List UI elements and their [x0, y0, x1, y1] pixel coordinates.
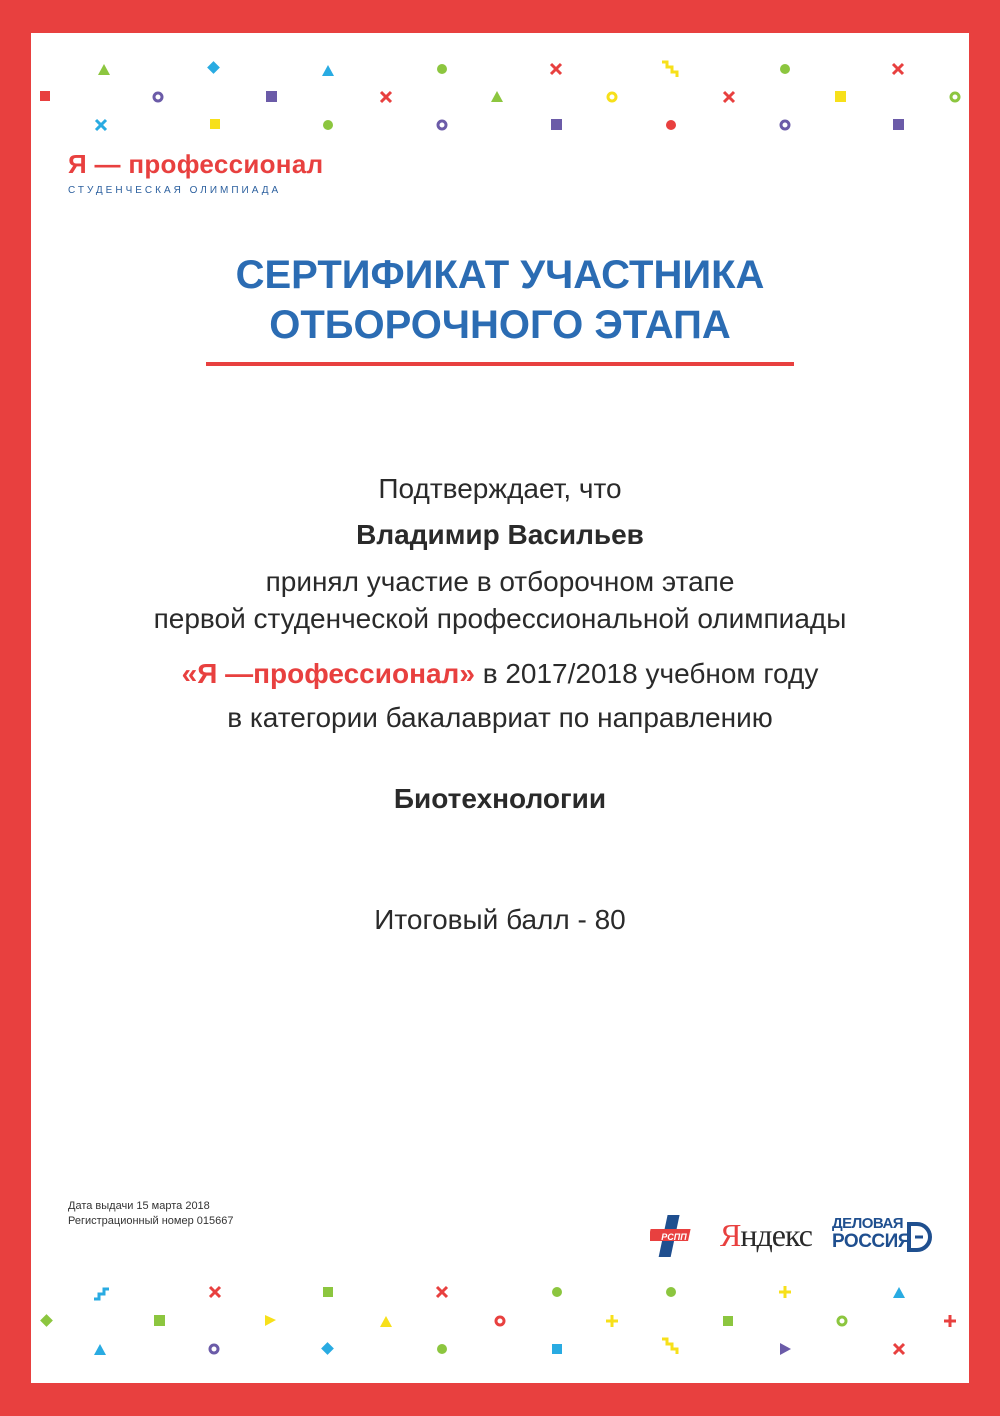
delovaya-bottom: РОССИЯ [832, 1231, 911, 1252]
confirms-text: Подтверждает, что [378, 473, 622, 504]
registration-number: Регистрационный номер 015667 [68, 1215, 234, 1227]
olympiad-year-line [100, 656, 900, 692]
direction-name: Биотехнологии [393, 783, 607, 814]
olympiad-logo [68, 147, 323, 196]
participant-name: Владимир Васильев [356, 519, 644, 550]
rspp-logo [650, 1213, 696, 1259]
academic-year: в 2017/2018 учебном году [482, 658, 819, 689]
participation-line: принял участие в отборочном этапе [265, 566, 735, 597]
delovaya-top: ДЕЛОВАЯ [832, 1215, 904, 1232]
logo-title: Я — профессионал [68, 149, 324, 179]
issue-info [68, 1199, 233, 1229]
delovaya-mark-icon [906, 1221, 932, 1253]
title-underline [206, 362, 794, 366]
delovaya-rossiya-logo [832, 1215, 936, 1257]
partner-logos [640, 1205, 940, 1265]
certificate-title [150, 250, 850, 350]
yandex-rest: ндекс [740, 1217, 812, 1253]
issue-date: Дата выдачи 15 марта 2018 [68, 1200, 210, 1212]
yandex-logo [720, 1217, 812, 1253]
yandex-first-letter: Я [720, 1217, 741, 1253]
olympiad-line: первой студенческой профессиональной олимпиады [153, 603, 847, 634]
category-line: в категории бакалавриат по направлению [227, 702, 773, 733]
rspp-label: РСПП [661, 1232, 687, 1242]
logo-subtitle: СТУДЕНЧЕСКАЯ ОЛИМПИАДА [68, 185, 282, 196]
title-line-2: ОТБОРОЧНОГО ЭТАПА [269, 303, 731, 347]
final-score: Итоговый балл - 80 [374, 904, 626, 935]
title-line-1: СЕРТИФИКАТ УЧАСТНИКА [235, 253, 765, 297]
olympiad-name: «Я —профессионал» [181, 658, 475, 689]
